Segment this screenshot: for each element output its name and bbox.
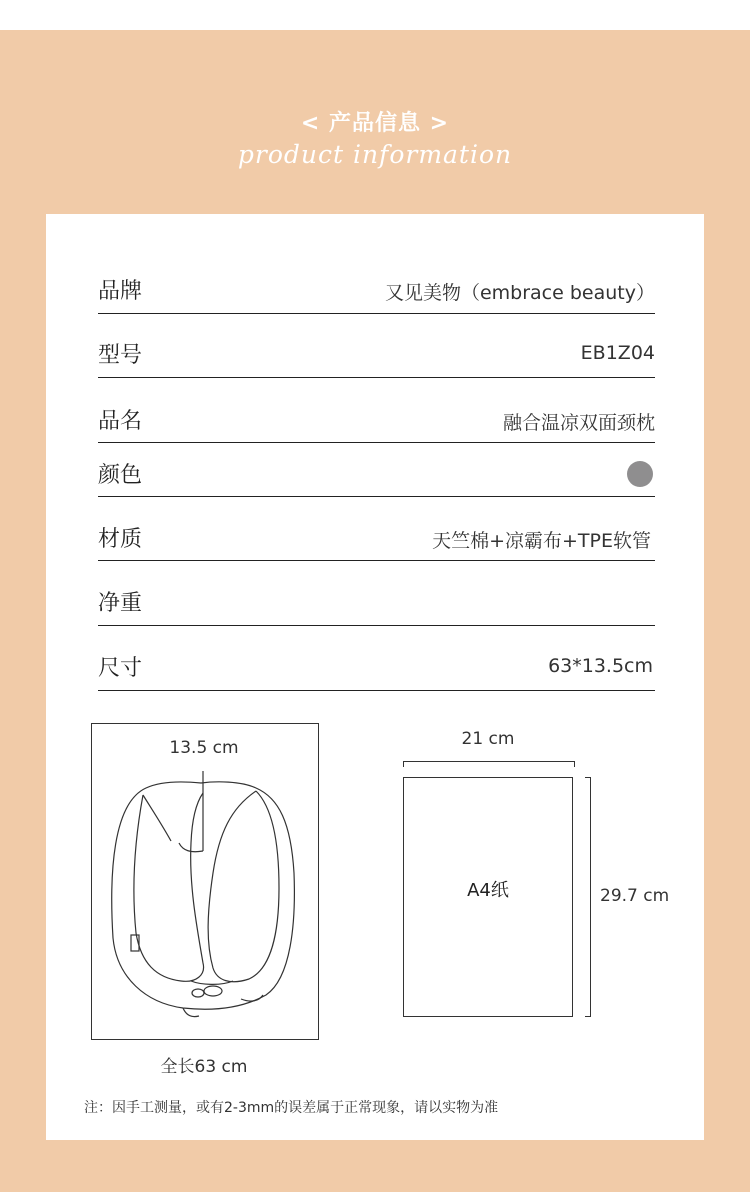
spec-row-size xyxy=(98,639,655,691)
spec-row-brand xyxy=(98,264,655,314)
a4-width-label: 21 cm xyxy=(461,729,515,749)
spec-label: 材质 xyxy=(98,527,143,552)
spec-row-material xyxy=(98,510,655,561)
product-info-page xyxy=(0,30,750,1192)
spec-value: 63*13.5cm xyxy=(548,655,653,677)
spec-label: 型号 xyxy=(98,343,143,368)
pillow-length-label: 全长63 cm xyxy=(160,1057,248,1077)
spec-row-weight xyxy=(98,574,655,626)
a4-width-bracket xyxy=(403,761,575,767)
spec-row-name xyxy=(98,392,655,443)
a4-paper-label: A4纸 xyxy=(467,880,509,901)
section-title: < 产品信息 > xyxy=(300,111,450,136)
spec-label: 尺寸 xyxy=(98,656,143,681)
spec-value: 天竺棉+凉霸布+TPE软管 xyxy=(432,530,651,552)
spec-row-color xyxy=(98,456,655,497)
a4-height-label: 29.7 cm xyxy=(600,886,670,906)
spec-label: 颜色 xyxy=(98,463,143,488)
spec-value: EB1Z04 xyxy=(580,342,655,364)
neck-pillow-illustration xyxy=(91,723,317,1040)
pillow-width-label: 13.5 cm xyxy=(169,738,239,758)
measurement-note: 注：因手工测量，或有2-3mm的误差属于正常现象，请以实物为准 xyxy=(84,1100,499,1116)
spec-value: 又见美物（embrace beauty） xyxy=(384,282,655,304)
spec-label: 品牌 xyxy=(98,279,143,304)
a4-height-bracket xyxy=(585,777,591,1017)
spec-card xyxy=(46,214,704,1140)
section-subtitle: product information xyxy=(237,140,513,169)
spec-label: 净重 xyxy=(98,591,143,616)
spec-label: 品名 xyxy=(98,409,143,434)
spec-value: 融合温凉双面颈枕 xyxy=(502,412,655,434)
spec-row-model xyxy=(98,328,655,378)
color-swatch xyxy=(627,461,653,487)
